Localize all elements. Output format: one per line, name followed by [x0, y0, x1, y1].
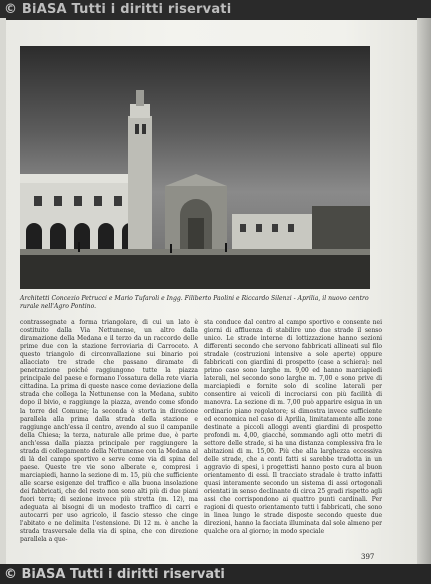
photo-caption: Architetti Concezio Petrucci e Mario Tufaroli e Ingg. Filiberto Paolini e Riccardo Silenzi - Aprilia, il nuovo centro rurale nell'Agro Pontino.	[20, 295, 369, 310]
left-page-edge	[0, 18, 6, 564]
watermark-bottom: © BiASA Tutti i diritti riservati	[4, 567, 225, 582]
town-photo-drawing	[20, 46, 370, 289]
text-column-left: contrassegnate a forma triangolare, di cui un lato è costituito dalla Via Nettunense, un altro dalla diramazione della Medana e il terzo da un raccordo delle prime due con la stazione ferroviaria di Carroceto. A questo triangolo di circonvallazione sui binario poi allacciato tre strade che passano diramate di penetrazione poiché raggiungono tutte la piazza principale del paese e formano l'ossatura della rete viaria cittadina. La prima di queste nasce come deviazione della strada che collega la Nettunense con la Medana, subito dopo il bivio, e raggiunge la piazza, avendo come sfondo la torre del Comune; la seconda è storta in direzione parallela alla prima dalla strada della stazione e raggiunge anch'essa il centro, avendo al suo il campanile della Chiesa; la terza, naturale alle prime due, è parte anch'essa dalla piazza principale per raggiungere la strada di collegamento della Nettunense con la Medana al di là del campo sportivo e serve come via di spina del paese. Queste tre vie sono alberate e, compresi i marciapiedi, hanno la sezione di m. 15, più che sufficiente alle scarse esigenze del traffico e alla buona insolazione dei fabbricati, che del resto non sono alti più di due piani fuori terra; di sezione invece più stretta (m. 12), ma adeguata ai bisogni di un modesto traffico di carri e autocarri per uso agricolo, il fascio stesso che cinge l'abitato e ne delimita l'estensione. Di 12 m. è anche la strada trasversale della via di spina, che con direzione parallela a que-	[20, 319, 198, 544]
town-photograph	[20, 46, 370, 289]
page-number: 397	[361, 553, 375, 561]
right-page-edge	[417, 18, 431, 564]
text-column-right: sta conduce dal centro al campo sportivo e consente nei giorni di affluenza di stabilire uno due strade il senso unico. Le strade interne di lottizzazione hanno sezioni differenti secondo che servono fabbricati allineati sul filo stradale (costruzioni intensive a sole aperte) oppure fabbricati con giardini di prospetto (case a schiera): nel primo caso sono larghe m. 9,00 ed hanno marciapiedi laterali, nel secondo sono larghe m. 7,00 e sono prive di marciapiedi e fornite solo di scoline laterali per consentire ai veicoli di incrociarsi con più facilità di manovra. La sezione di m. 7,00 può apparire esigua in un ordinario piano regolatore; si dimostra invece sufficiente ed economica nel caso di Aprilia, limitatamente alle zone destinate a piccoli alloggi aventi giardini di prospetto profondi m. 4,00, giacché, sommando agli otto metri di settore delle strade, si ha una distanza complessiva fra le abitazioni di m. 15,00. Più che alla larghezza eccessiva delle strade, che a conti fatti si sarebbe tradotta in un aggravio di spesi, i progettisti hanno posto cura al buon orientamento di essi. Il tracciato stradale è tratto infatti quasi interamente secondo un sistema di assi ortogonali orientati in senso declinante di circa 25 gradi rispetto agli assi che corrispondono ai quattro punti cardinali. Per ragioni di questo orientamento tutti i fabbricati, che sono in linea lungo le strade disposte secondo queste due direzioni, hanno la facciata illuminata dal sole almeno per qualche ora al giorno; in modo speciale	[204, 319, 382, 536]
watermark-top: © BiASA Tutti i diritti riservati	[4, 2, 232, 17]
